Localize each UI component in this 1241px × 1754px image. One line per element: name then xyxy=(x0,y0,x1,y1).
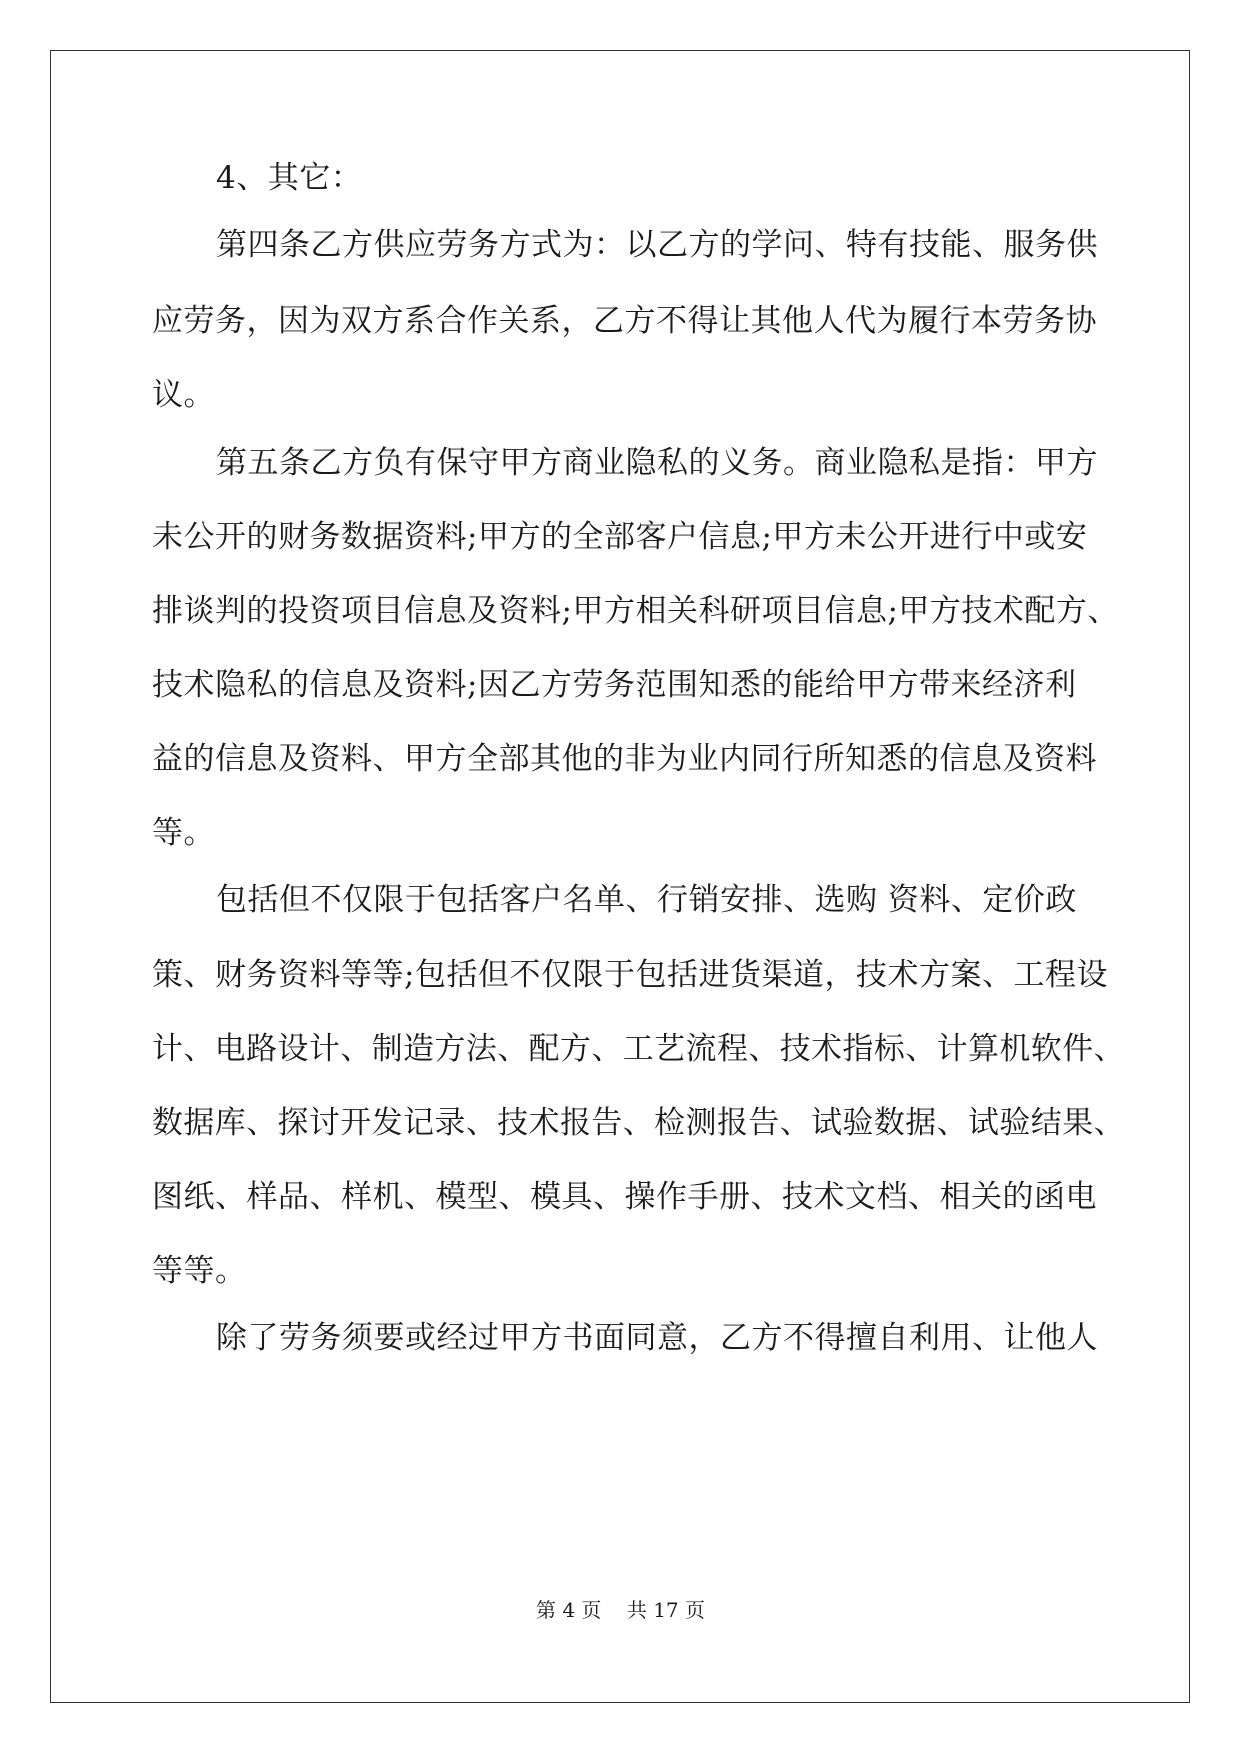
text-line: 数据库、探讨开发记录、技术报告、检测报告、试验数据、试验结果、 xyxy=(152,1105,1125,1141)
text-line: 未公开的财务数据资料;甲方的全部客户信息;甲方未公开进行中或安 xyxy=(152,519,1088,555)
text-line: 排谈判的投资项目信息及资料;甲方相关科研项目信息;甲方技术配方、 xyxy=(152,593,1119,629)
text-line: 第五条乙方负有保守甲方商业隐私的义务。商业隐私是指：甲方 xyxy=(216,445,1098,481)
text-line: 益的信息及资料、甲方全部其他的非为业内同行所知悉的信息及资料 xyxy=(152,741,1097,777)
text-line: 包括但不仅限于包括客户名单、行销安排、选购 资料、定价政 xyxy=(216,882,1077,918)
page-number: 第 4 页 共 17 页 xyxy=(535,1598,706,1622)
page-border xyxy=(50,50,1190,1703)
text-line: 等。 xyxy=(152,815,215,851)
text-line: 应劳务，因为双方系合作关系，乙方不得让其他人代为履行本劳务协 xyxy=(152,303,1097,339)
text-line: 4、其它： xyxy=(216,160,363,196)
text-line: 等等。 xyxy=(152,1253,247,1289)
text-line: 图纸、样品、样机、模型、模具、操作手册、技术文档、相关的函电 xyxy=(152,1179,1097,1215)
text-line: 策、财务资料等等;包括但不仅限于包括进货渠道，技术方案、工程设 xyxy=(152,957,1108,993)
text-line: 议。 xyxy=(152,377,215,413)
text-line: 计、电路设计、制造方法、配方、工艺流程、技术指标、计算机软件、 xyxy=(152,1031,1125,1067)
text-line: 第四条乙方供应劳务方式为：以乙方的学问、特有技能、服务供 xyxy=(216,227,1098,263)
text-line: 除了劳务须要或经过甲方书面同意，乙方不得擅自利用、让他人 xyxy=(216,1320,1098,1356)
text-line: 技术隐私的信息及资料;因乙方劳务范围知悉的能给甲方带来经济利 xyxy=(152,667,1077,703)
